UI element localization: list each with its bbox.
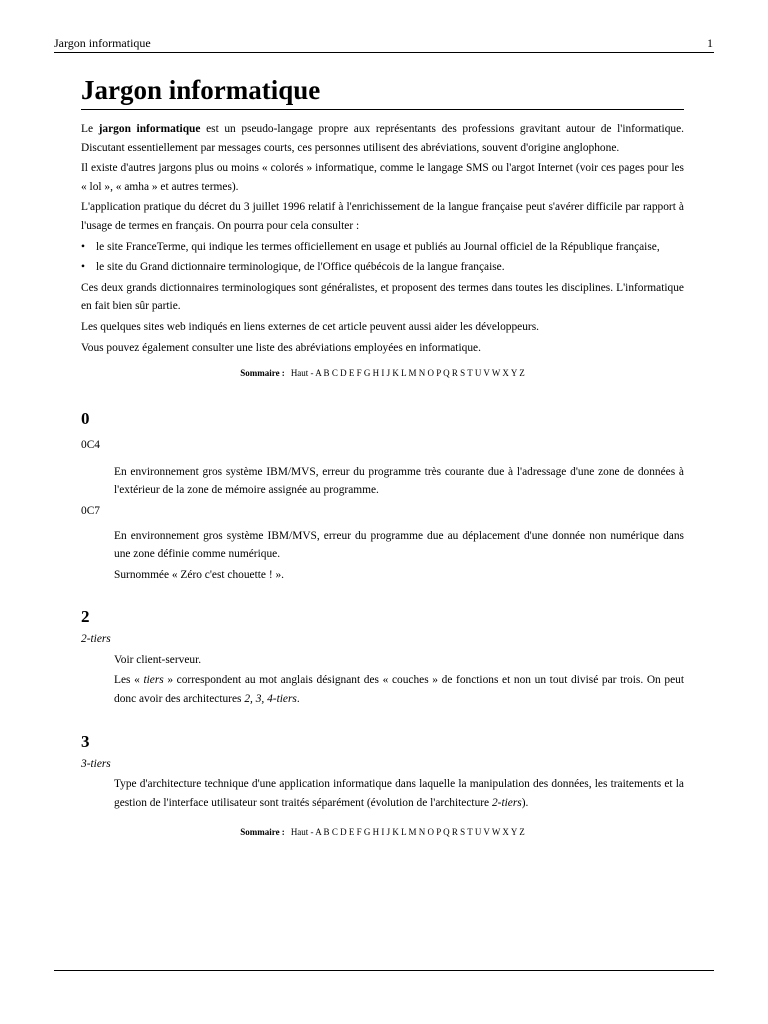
running-header-title: Jargon informatique <box>54 36 151 50</box>
section-2 <box>81 606 684 708</box>
toc-label: Sommaire : <box>240 368 285 379</box>
intro-paragraph-1 <box>81 120 684 157</box>
definition-text: Surnommée « Zéro c'est chouette ! ». <box>114 568 285 581</box>
article-body <box>81 70 684 839</box>
intro-paragraph-3: L'application pratique du décret du 3 juillet 1996 relatif à l'enrichissement de la langue française peut s'avérer difficile par rapport à l'usage de termes en français. On pourra pour cela consulter : <box>81 201 684 232</box>
term-3-tiers: 3-tiers <box>81 757 111 770</box>
section-3 <box>81 731 684 813</box>
definition-2-tiers <box>114 651 684 709</box>
intro-p1-bold-term: jargon informatique <box>98 123 201 135</box>
section-heading-2: 2 <box>81 607 90 627</box>
resource-list <box>81 238 684 277</box>
definition-part: » correspondent au mot anglais désignant des « couches » de fonctions et non un tout divisé par trois. On peut donc avoir des architectures <box>114 674 684 706</box>
intro-p1-rest: est un pseudo-langage propre aux représentants des professions gravitant autour de l'informatique. Discutant essentiellement par messages courts, ces personnes utilisent des abréviations, souvent d'origine anglophone. <box>81 123 684 154</box>
list-item: • le site FranceTerme, qui indique les termes officiellement en usage et publiés au Journal officiel de la République française, <box>81 238 684 257</box>
intro-section <box>81 120 684 357</box>
definition-text: En environnement gros système IBM/MVS, erreur du programme très courante due à l'adressage d'une zone de données à l'extérieur de la zone de mémoire assignée au programme. <box>114 465 684 497</box>
intro-paragraph-6: Vous pouvez également consulter une liste des abréviations employées en informatique. <box>81 341 481 354</box>
toc-label: Sommaire : <box>240 827 285 838</box>
section-heading-3: 3 <box>81 731 90 751</box>
definition-3-tiers <box>114 775 684 812</box>
definition-text <box>114 775 684 812</box>
running-header <box>54 36 714 53</box>
definition-text: En environnement gros système IBM/MVS, erreur du programme due au déplacement d'une donnée non numérique dans une zone définie comme numérique. <box>114 529 684 561</box>
definition-italic-term: tiers <box>143 674 164 687</box>
page-title: Jargon informatique <box>81 74 684 110</box>
definition-italic-term: 2-tiers <box>491 796 522 809</box>
definition-0c7 <box>114 527 684 585</box>
table-of-contents-top <box>81 366 684 380</box>
term-2-tiers: 2-tiers <box>81 633 111 646</box>
definition-part: ). <box>521 796 529 809</box>
definition-part: Type d'architecture technique d'une application informatique dans laquelle la manipulation des données, les traitements et la gestion de l'interface utilisateur sont traités séparément (évolution de l'architecture <box>114 778 684 809</box>
intro-paragraph-2: Il existe d'autres jargons plus ou moins « colorés » informatique, comme le langage SMS ou l'argot Internet (voir ces pages pour les « lol », « amha » et autres termes). <box>81 162 684 193</box>
page-number: 1 <box>707 36 713 50</box>
toc-links[interactable]: Haut - A B C D E F G H I J K L M N O P Q R S T U V W X Y Z <box>290 827 525 838</box>
definition-part: Les « <box>114 674 144 687</box>
definition-part: . <box>296 693 300 706</box>
term-0c7: 0C7 <box>81 504 100 517</box>
intro-paragraph-5: Les quelques sites web indiqués en liens externes de cet article peuvent aussi aider les développeurs. <box>81 320 540 333</box>
definition-text <box>114 671 684 708</box>
section-heading-0: 0 <box>81 409 90 429</box>
definition-0c4 <box>114 463 684 500</box>
definition-italic-term: 2, 3, 4-tiers <box>244 693 297 706</box>
section-0 <box>81 408 684 584</box>
footer-rule <box>54 970 714 971</box>
intro-paragraph-4: Ces deux grands dictionnaires terminologiques sont généralistes, et proposent des termes dans toutes les disciplines. L'informatique en fait bien sûr partie. <box>81 281 684 313</box>
table-of-contents-bottom <box>81 825 684 839</box>
toc-links[interactable]: Haut - A B C D E F G H I J K L M N O P Q R S T U V W X Y Z <box>290 368 525 379</box>
list-item: • le site du Grand dictionnaire terminologique, de l'Office québécois de la langue française. <box>81 258 684 277</box>
term-0c4: 0C4 <box>81 439 100 452</box>
intro-p1-prefix: Le <box>81 123 99 135</box>
definition-text: Voir client-serveur. <box>114 653 202 666</box>
